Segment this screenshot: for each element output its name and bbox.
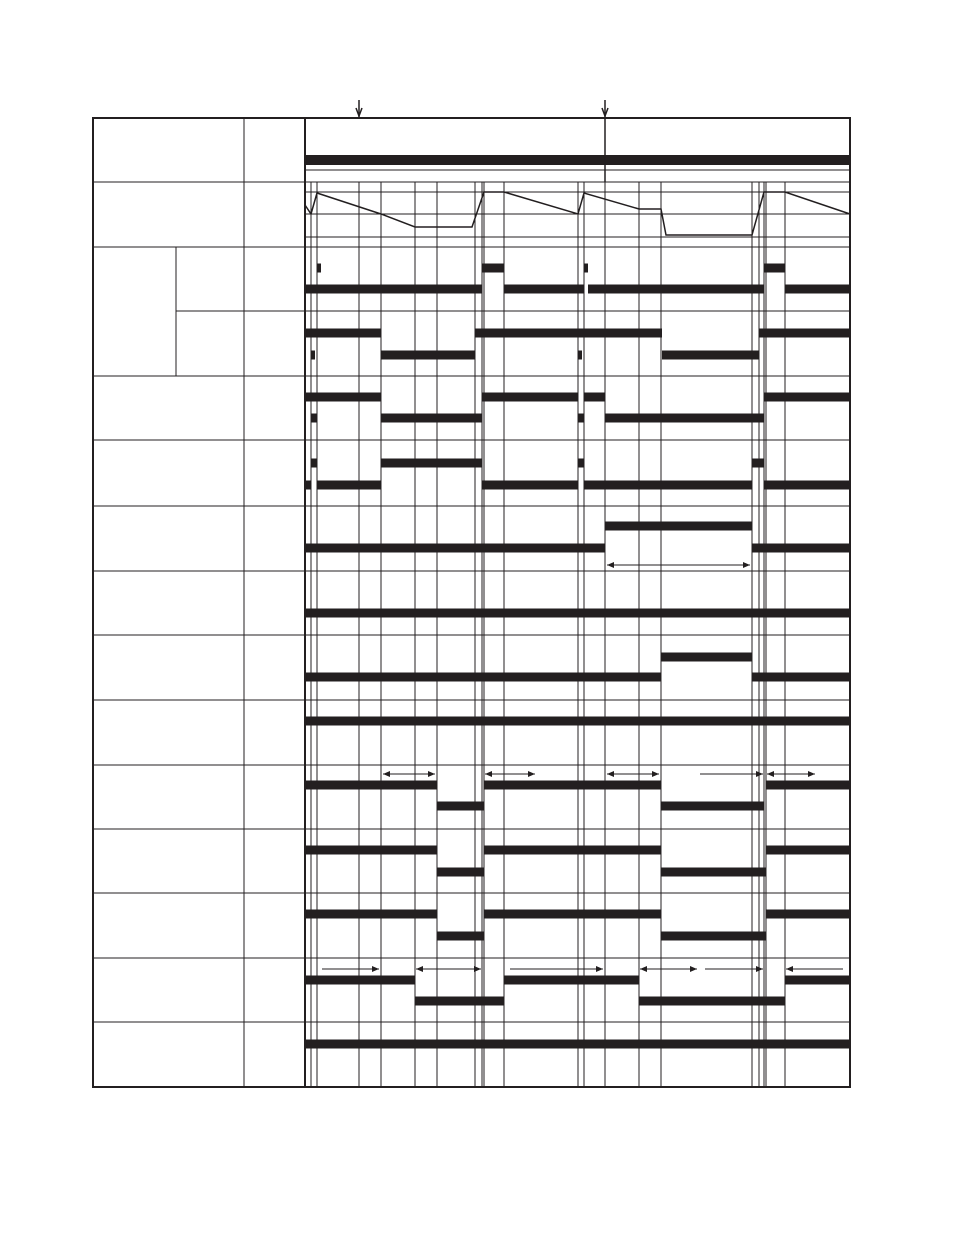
signal-bar	[317, 285, 482, 294]
arrow-head-right	[743, 562, 750, 568]
arrow-head-left	[767, 771, 774, 777]
signal-bar	[482, 264, 504, 273]
signal-bar	[415, 997, 504, 1006]
arrow-head-left	[607, 562, 614, 568]
signal-bar	[482, 481, 578, 490]
signal-bar	[578, 459, 584, 468]
signal-bar	[437, 932, 484, 941]
signal-bar	[661, 653, 752, 662]
arrow-head-right	[372, 966, 379, 972]
signal-bar	[766, 846, 850, 855]
signal-bar	[305, 673, 661, 682]
signal-bar	[381, 351, 475, 360]
signal-bar	[305, 329, 381, 338]
signal-bar	[588, 285, 764, 294]
signal-bar	[504, 285, 584, 294]
signal-bar	[475, 329, 662, 338]
arrow-head-left	[485, 771, 492, 777]
signal-bar	[766, 781, 850, 790]
signal-bar	[661, 932, 766, 941]
signal-bar	[639, 997, 785, 1006]
signal-bar	[305, 393, 381, 402]
arrow-head-right	[690, 966, 697, 972]
signal-bar	[752, 544, 850, 553]
outer-border	[93, 118, 850, 1087]
signal-bar	[305, 717, 850, 726]
signal-bar	[482, 393, 578, 402]
signal-bar	[764, 481, 850, 490]
signal-bar	[584, 481, 752, 490]
signal-bar	[766, 910, 850, 919]
signal-bar	[305, 609, 850, 618]
arrow-head-right	[474, 966, 481, 972]
signal-bar	[437, 802, 484, 811]
arrow-head-right	[808, 771, 815, 777]
signal-bar	[305, 781, 437, 790]
signal-bar	[605, 522, 752, 531]
signal-bar	[785, 285, 850, 294]
signal-bar	[305, 155, 850, 165]
signal-bar	[311, 414, 317, 423]
signal-bar	[437, 868, 484, 877]
signal-bar	[484, 846, 661, 855]
signal-bar	[764, 393, 850, 402]
signal-bar	[484, 781, 661, 790]
arrow-head-right	[528, 771, 535, 777]
arrow-head-left	[416, 966, 423, 972]
table-frame	[93, 118, 850, 1087]
signal-bar	[317, 481, 381, 490]
signal-bar	[381, 414, 482, 423]
arrow-head-right	[428, 771, 435, 777]
arrow-head-right	[652, 771, 659, 777]
arrow-head-right	[596, 966, 603, 972]
signal-bar	[661, 802, 764, 811]
signal-bar	[381, 459, 482, 468]
signal-bar	[305, 846, 437, 855]
signal-bar	[305, 481, 311, 490]
arrow-head-left	[786, 966, 793, 972]
signal-bar	[311, 351, 315, 360]
signal-bar	[504, 976, 639, 985]
signal-bar	[305, 1040, 850, 1049]
signal-bar	[305, 544, 605, 553]
signal-bar	[752, 459, 764, 468]
signal-bar	[578, 414, 584, 423]
arrow-head-left	[607, 771, 614, 777]
signal-bar	[484, 910, 661, 919]
arrow-head-left	[383, 771, 390, 777]
signal-bar	[785, 976, 850, 985]
signal-bar	[305, 910, 437, 919]
signal-bar	[584, 264, 588, 273]
signal-bar	[305, 285, 317, 294]
signal-bar	[305, 976, 415, 985]
signal-bar	[584, 393, 605, 402]
signal-bar	[759, 329, 850, 338]
arrow-head-left	[640, 966, 647, 972]
signal-bar	[311, 459, 317, 468]
signal-bar	[605, 414, 764, 423]
signal-bar	[317, 264, 321, 273]
signal-bar	[764, 264, 785, 273]
signal-bar	[752, 673, 850, 682]
signal-bar	[661, 868, 766, 877]
signal-bar	[578, 351, 582, 360]
signal-bar	[662, 351, 759, 360]
